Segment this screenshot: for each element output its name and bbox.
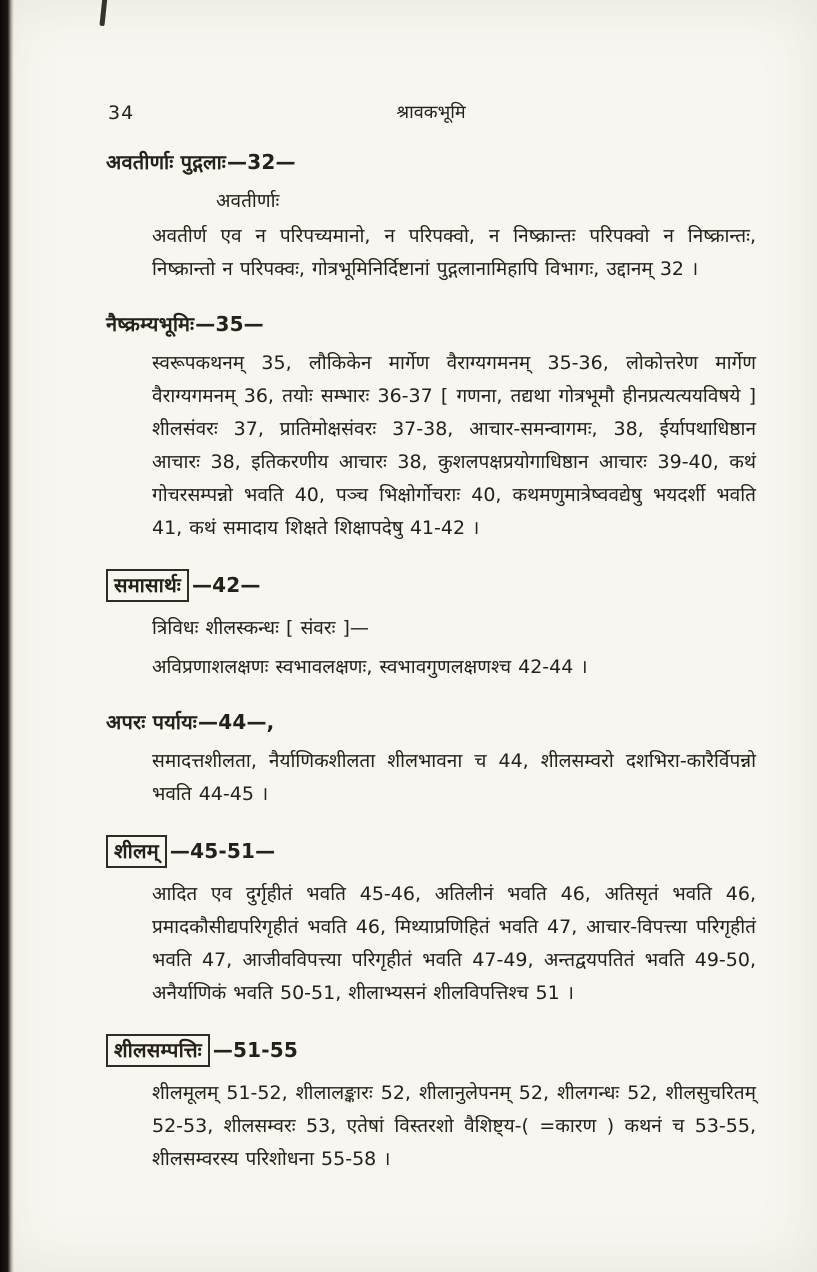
section-paragraph: समादत्तशीलता, नैर्याणिकशीलता शीलभावना च 44, शीलसम्वरो दशभिरा-कारैर्विपन्नो भवति 44-45 । [152, 750, 756, 805]
section-paragraph: स्वरूपकथनम् 35, लौकिकेन मार्गेण वैराग्यगमनम् 35-36, लोकोत्तरेण मार्गेण वैराग्यगमनम् 36, तयोः सम्भारः 36-37 [ गणना, तद्यथा गोत्रभूमौ हीनप्रत्यत्ययविषये ] शीलसंवरः 37, प्रातिमोक्षसंवरः 37-38, आचार-समन्वागमः, 38, ईर्यापथाधिष्ठान आचारः 38, इतिकरणीय आचारः 38, कुशलपक्षप्रयोगाधिष्ठान आचारः 39-40, कथं गोचरसम्पन्नो भवति 40, पञ्च भिक्षोर्गोचराः 40, कथमणुमात्रेष्ववद्येषु भयदर्शी भवति 41, कथं समादाय शिक्षते शिक्षापदेषु 41-42 । [152, 352, 756, 539]
section-heading-word: अवतीर्णाः पुद्गलाः [106, 150, 227, 174]
section-heading-pages: —42— [191, 573, 261, 597]
section-heading-pages: —45-51— [169, 839, 276, 863]
section-heading [106, 569, 756, 602]
section-heading [106, 708, 756, 735]
section-heading-pages: —51-55 [212, 1038, 299, 1062]
section-heading-word: अपरः पर्यायः [106, 710, 198, 734]
section-paragraph: अविप्रणाशलक्षणः स्वभावलक्षणः, स्वभावगुणलक्षणश्च 42-44 । [152, 656, 588, 678]
section-heading-pages: —32— [227, 150, 296, 174]
section-heading [106, 148, 756, 175]
section-heading-word: शीलम् [106, 835, 167, 868]
section-paragraph: शीलमूलम् 51-52, शीलालङ्कारः 52, शीलानुलेपनम् 52, शीलगन्धः 52, शीलसुचरितम् 52-53, शीलसम्वरः 53, एतेषां विस्तरशो वैशिष्ट्य-( =कारण ) कथनं च 53-55, शीलसम्वरस्य परिशोधना 55-58 । [152, 1082, 756, 1170]
section-heading [106, 310, 756, 337]
section-heading-pages: —35— [195, 312, 264, 336]
scan-binding-shadow [0, 0, 14, 1272]
toc-section-avatirna-pudgala [106, 148, 756, 286]
toc-section-shila-sampatti [106, 1034, 756, 1176]
toc-section-naiskramya-bhumi [106, 310, 756, 545]
section-paragraph: आदित एव दुर्गृहीतं भवति 45-46, अतिलीनं भवति 46, अतिसृतं भवति 46, प्रमादकौसीद्यपरिगृहीतं भवति 46, मिथ्याप्रणिहितं भवति 47, आचार-विपत्त्या परिगृहीतं भवति 47, आजीवविपत्त्या परिगृहीतं भवति 47-49, अन्तद्वयपतितं भवति 49-50, अनैर्याणिकं भवति 50-51, शीलाभ्यसनं शीलविपत्तिश्च 51 । [152, 883, 756, 1004]
page-header [106, 98, 756, 132]
section-heading-word: शीलसम्पत्तिः [106, 1034, 210, 1067]
section-heading-word: नैष्क्रम्यभूमिः [106, 312, 195, 336]
section-paragraph: त्रिविधः शीलस्कन्धः [ संवरः ]— [152, 617, 369, 639]
toc-section-shila [106, 835, 756, 1010]
toc-section-samasartha [106, 569, 756, 684]
toc-section-apara-paryaya [106, 708, 756, 811]
page-content [106, 98, 756, 1182]
section-subheading: अवतीर्णाः [216, 190, 280, 212]
scan-artifact-mark [99, 0, 107, 26]
section-paragraph: अवतीर्ण एव न परिपच्यमानो, न परिपक्वो, न निष्क्रान्तः परिपक्वो न निष्क्रान्तः, निष्क्रान्तो न परिपक्वः, गोत्रभूमिनिर्दिष्टानां पुद्गलानामिहापि विभागः, उद्दानम् 32 । [152, 225, 756, 280]
section-heading [106, 835, 756, 868]
section-heading [106, 1034, 756, 1067]
section-heading-pages: —44—, [198, 710, 275, 734]
running-title: श्रावकभूमि [396, 102, 466, 123]
page-number: 34 [108, 102, 135, 124]
section-heading-word: समासार्थः [106, 569, 189, 602]
